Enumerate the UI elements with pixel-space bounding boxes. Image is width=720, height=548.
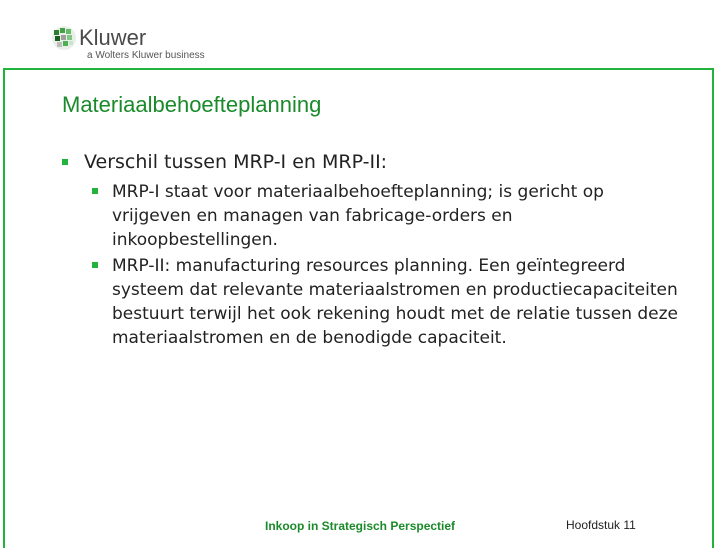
bullet-item xyxy=(62,150,682,350)
footer-chapter: Hoofdstuk 11 xyxy=(566,518,636,532)
square-bullet-icon xyxy=(92,188,98,194)
square-bullet-icon xyxy=(92,262,98,268)
slide-content xyxy=(62,150,682,360)
footer-book-title: Inkoop in Strategisch Perspectief xyxy=(265,519,456,533)
sub-bullet-text: MRP-II: manufacturing resources planning. Een geïntegreerd systeem dat relevante materiaalstromen en productiecapaciteiten bestuurt terwijl het ook rekening houdt met de relatie tussen deze materiaalstromen en de benodigde capaciteit. xyxy=(112,256,679,348)
slide-title: Materiaalbehoefteplanning xyxy=(62,92,322,117)
sub-bullet-text: MRP-I staat voor materiaalbehoefteplanning; is gericht op vrijgeven en managen van fabricage-orders en inkoopbestellingen. xyxy=(112,182,604,250)
square-bullet-icon xyxy=(62,159,68,165)
sub-bullet-item xyxy=(84,180,682,252)
sub-bullet-list xyxy=(84,180,682,350)
globe-icon xyxy=(51,25,77,51)
bullet-text: Verschil tussen MRP-I en MRP-II: xyxy=(84,151,388,173)
kluwer-logo xyxy=(51,21,251,63)
logo-name: Kluwer xyxy=(79,25,147,50)
sub-bullet-item xyxy=(84,254,682,350)
logo-tagline: a Wolters Kluwer business xyxy=(87,50,205,61)
